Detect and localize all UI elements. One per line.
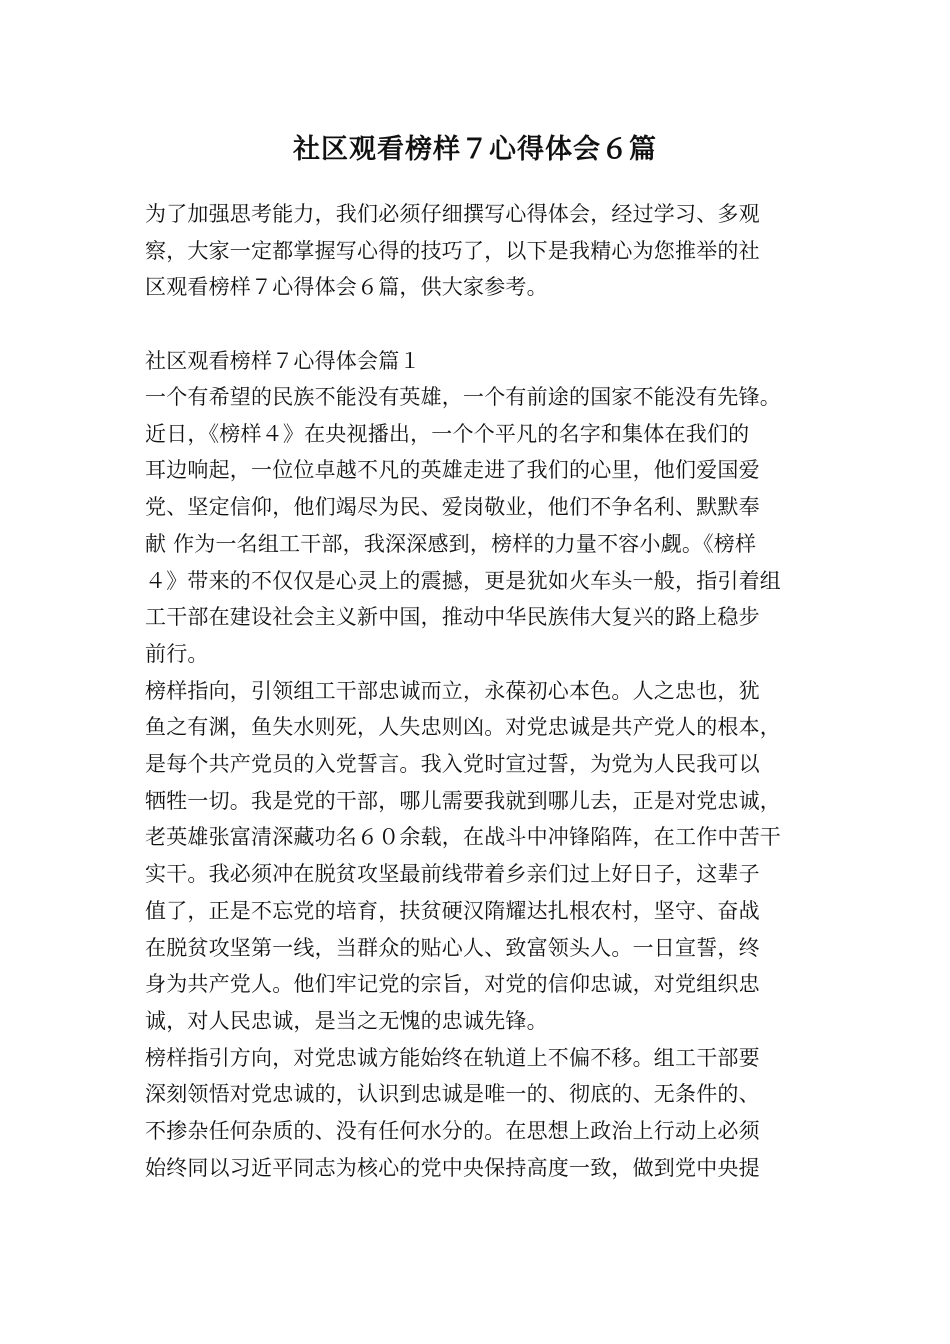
body-line: 在脱贫攻坚第一线，当群众的贴心人、致富领头人。一日宣誓，终: [145, 936, 760, 960]
body-line: 前行。: [145, 642, 209, 666]
body-line: 鱼之有渊，鱼失水则死，人失忠则凶。对党忠诚是共产党人的根本，: [145, 715, 781, 739]
body-line: 诚，对人民忠诚，是当之无愧的忠诚先锋。: [145, 1009, 548, 1033]
section-heading: 社区观看榜样７心得体会篇１: [145, 349, 421, 373]
intro-line: 察，大家一定都掌握写心得的技巧了，以下是我精心为您推举的社: [145, 239, 760, 263]
body-line: 值了，正是不忘党的培育，扶贫硬汉隋耀达扎根农村，坚守、奋战: [145, 899, 760, 923]
body-line: 老英雄张富清深藏功名６０余载，在战斗中冲锋陷阵，在工作中苦干: [145, 825, 781, 849]
body-line: 不掺杂任何杂质的、没有任何水分的。在思想上政治上行动上必须: [145, 1119, 760, 1143]
intro-line: 区观看榜样７心得体会６篇，供大家参考。: [145, 275, 548, 299]
body-line: 工干部在建设社会主义新中国，推动中华民族伟大复兴的路上稳步: [145, 605, 760, 629]
body-line: 实干。我必须冲在脱贫攻坚最前线带着乡亲们过上好日子，这辈子: [145, 862, 760, 886]
body-line: 一个有希望的民族不能没有英雄，一个有前途的国家不能没有先锋。: [145, 385, 781, 409]
body-line: 身为共产党人。他们牢记党的宗旨，对党的信仰忠诚，对党组织忠: [145, 972, 760, 996]
body-line: 榜样指向，引领组工干部忠诚而立，永葆初心本色。人之忠也，犹: [145, 679, 760, 703]
body-line: ４》带来的不仅仅是心灵上的震撼，更是犹如火车头一般，指引着组: [145, 569, 781, 593]
body-line: 近日，《榜样４》在央视播出，一个个平凡的名字和集体在我们的: [145, 422, 750, 446]
document-title: 社区观看榜样７心得体会６篇: [293, 134, 657, 165]
body-line: 始终同以习近平同志为核心的党中央保持高度一致，做到党中央提: [145, 1156, 760, 1180]
body-line: 献 作为一名组工干部，我深深感到，榜样的力量不容小觑。《榜样: [145, 532, 757, 556]
body-line: 党、坚定信仰，他们竭尽为民、爱岗敬业，他们不争名利、默默奉: [145, 495, 760, 519]
body-line: 耳边响起，一位位卓越不凡的英雄走进了我们的心里，他们爱国爱: [145, 458, 760, 482]
body-line: 牺牲一切。我是党的干部，哪儿需要我就到哪儿去，正是对党忠诚，: [145, 789, 781, 813]
body-line: 深刻领悟对党忠诚的，认识到忠诚是唯一的、彻底的、无条件的、: [145, 1082, 760, 1106]
intro-line: 为了加强思考能力，我们必须仔细撰写心得体会，经过学习、多观: [145, 202, 760, 226]
body-line: 是每个共产党员的入党誓言。我入党时宣过誓，为党为人民我可以: [145, 752, 760, 776]
body-line: 榜样指引方向，对党忠诚方能始终在轨道上不偏不移。组工干部要: [145, 1046, 760, 1070]
